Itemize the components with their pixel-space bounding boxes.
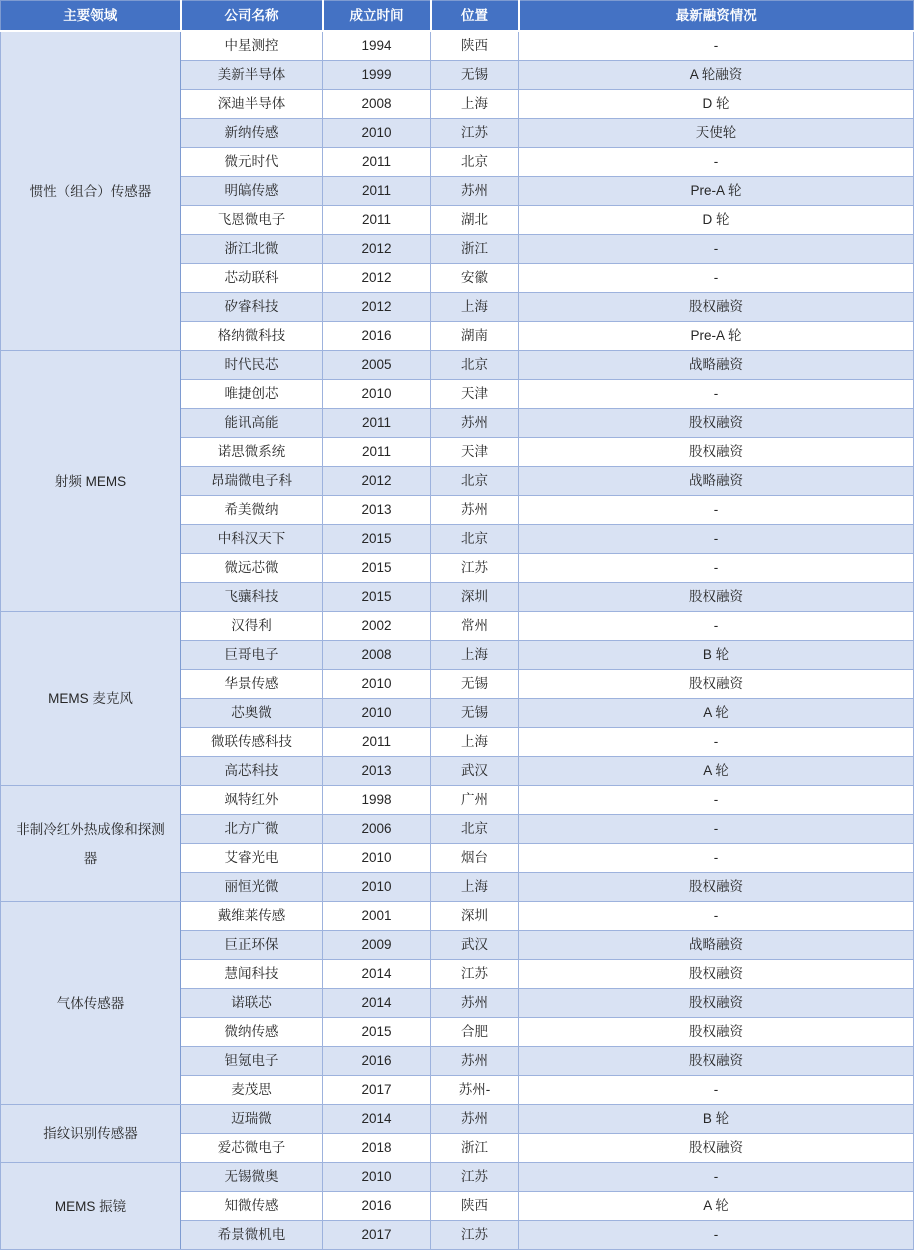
financing-cell: Pre-A 轮 (519, 177, 914, 206)
year-cell: 2006 (323, 815, 431, 844)
financing-cell: D 轮 (519, 206, 914, 235)
name-cell: 浙江北微 (181, 235, 323, 264)
name-cell: 中星测控 (181, 31, 323, 61)
financing-cell: D 轮 (519, 90, 914, 119)
year-cell: 2013 (323, 757, 431, 786)
location-cell: 浙江 (431, 235, 519, 264)
year-cell: 2012 (323, 264, 431, 293)
location-cell: 江苏 (431, 960, 519, 989)
financing-cell: - (519, 525, 914, 554)
financing-cell: - (519, 235, 914, 264)
main-field-cell: 惯性（组合）传感器 (1, 31, 181, 351)
year-cell: 2011 (323, 148, 431, 177)
year-cell: 2015 (323, 554, 431, 583)
year-cell: 2014 (323, 1105, 431, 1134)
name-cell: 微远芯微 (181, 554, 323, 583)
year-cell: 2002 (323, 612, 431, 641)
financing-cell: 股权融资 (519, 1047, 914, 1076)
financing-cell: - (519, 815, 914, 844)
name-cell: 希景微机电 (181, 1221, 323, 1250)
location-cell: 湖南 (431, 322, 519, 351)
financing-cell: - (519, 380, 914, 409)
financing-cell: Pre-A 轮 (519, 322, 914, 351)
financing-cell: 股权融资 (519, 960, 914, 989)
location-cell: 北京 (431, 467, 519, 496)
financing-cell: A 轮 (519, 1192, 914, 1221)
name-cell: 迈瑞微 (181, 1105, 323, 1134)
name-cell: 诺联芯 (181, 989, 323, 1018)
year-cell: 2016 (323, 322, 431, 351)
year-cell: 2011 (323, 409, 431, 438)
name-cell: 巨哥电子 (181, 641, 323, 670)
year-cell: 2012 (323, 235, 431, 264)
main-field-cell: 指纹识别传感器 (1, 1105, 181, 1163)
year-cell: 2009 (323, 931, 431, 960)
name-cell: 昂瑞微电子科 (181, 467, 323, 496)
year-cell: 2017 (323, 1076, 431, 1105)
financing-cell: A 轮融资 (519, 61, 914, 90)
year-cell: 2011 (323, 177, 431, 206)
main-field-cell: MEMS 振镜 (1, 1163, 181, 1250)
year-cell: 2015 (323, 1018, 431, 1047)
table-row (1, 612, 914, 641)
financing-cell: - (519, 1221, 914, 1250)
financing-cell: 战略融资 (519, 351, 914, 380)
table-row (1, 31, 914, 61)
financing-cell: 股权融资 (519, 293, 914, 322)
financing-cell: 股权融资 (519, 989, 914, 1018)
financing-cell: - (519, 612, 914, 641)
financing-cell: B 轮 (519, 641, 914, 670)
name-cell: 能讯高能 (181, 409, 323, 438)
financing-cell: B 轮 (519, 1105, 914, 1134)
year-cell: 2015 (323, 583, 431, 612)
location-cell: 武汉 (431, 931, 519, 960)
location-cell: 武汉 (431, 757, 519, 786)
name-cell: 格纳微科技 (181, 322, 323, 351)
year-cell: 2010 (323, 380, 431, 409)
header-latest-financing: 最新融资情况 (519, 1, 914, 32)
financing-cell: 股权融资 (519, 1134, 914, 1163)
name-cell: 芯动联科 (181, 264, 323, 293)
location-cell: 无锡 (431, 61, 519, 90)
name-cell: 中科汉天下 (181, 525, 323, 554)
location-cell: 苏州 (431, 1047, 519, 1076)
name-cell: 希美微纳 (181, 496, 323, 525)
location-cell: 北京 (431, 351, 519, 380)
financing-cell: 天使轮 (519, 119, 914, 148)
header-location: 位置 (431, 1, 519, 32)
year-cell: 1998 (323, 786, 431, 815)
main-field-cell: 非制冷红外热成像和探测器 (1, 786, 181, 902)
location-cell: 合肥 (431, 1018, 519, 1047)
financing-cell: 战略融资 (519, 467, 914, 496)
year-cell: 2001 (323, 902, 431, 931)
table-row (1, 351, 914, 380)
year-cell: 2013 (323, 496, 431, 525)
location-cell: 上海 (431, 641, 519, 670)
financing-cell: - (519, 844, 914, 873)
financing-cell: - (519, 786, 914, 815)
year-cell: 2014 (323, 989, 431, 1018)
location-cell: 安徽 (431, 264, 519, 293)
name-cell: 芯奥微 (181, 699, 323, 728)
year-cell: 2005 (323, 351, 431, 380)
table-row (1, 1163, 914, 1192)
name-cell: 知微传感 (181, 1192, 323, 1221)
name-cell: 美新半导体 (181, 61, 323, 90)
location-cell: 苏州 (431, 1105, 519, 1134)
name-cell: 飞骧科技 (181, 583, 323, 612)
year-cell: 2015 (323, 525, 431, 554)
location-cell: 深圳 (431, 583, 519, 612)
location-cell: 苏州 (431, 177, 519, 206)
year-cell: 2012 (323, 293, 431, 322)
year-cell: 2010 (323, 699, 431, 728)
header-company-name: 公司名称 (181, 1, 323, 32)
location-cell: 广州 (431, 786, 519, 815)
year-cell: 2008 (323, 641, 431, 670)
location-cell: 浙江 (431, 1134, 519, 1163)
name-cell: 华景传感 (181, 670, 323, 699)
name-cell: 矽睿科技 (181, 293, 323, 322)
financing-cell: A 轮 (519, 699, 914, 728)
financing-cell: - (519, 1163, 914, 1192)
financing-cell: 股权融资 (519, 670, 914, 699)
name-cell: 慧闻科技 (181, 960, 323, 989)
location-cell: 无锡 (431, 670, 519, 699)
name-cell: 飞恩微电子 (181, 206, 323, 235)
table-row (1, 902, 914, 931)
location-cell: 天津 (431, 380, 519, 409)
financing-cell: - (519, 554, 914, 583)
year-cell: 2016 (323, 1047, 431, 1076)
location-cell: 江苏 (431, 1163, 519, 1192)
name-cell: 新纳传感 (181, 119, 323, 148)
name-cell: 微元时代 (181, 148, 323, 177)
year-cell: 2010 (323, 1163, 431, 1192)
location-cell: 苏州- (431, 1076, 519, 1105)
name-cell: 巨正环保 (181, 931, 323, 960)
location-cell: 湖北 (431, 206, 519, 235)
name-cell: 北方广微 (181, 815, 323, 844)
year-cell: 2011 (323, 206, 431, 235)
financing-cell: - (519, 728, 914, 757)
name-cell: 时代民芯 (181, 351, 323, 380)
name-cell: 戴维莱传感 (181, 902, 323, 931)
main-field-cell: MEMS 麦克风 (1, 612, 181, 786)
year-cell: 2014 (323, 960, 431, 989)
location-cell: 北京 (431, 815, 519, 844)
location-cell: 上海 (431, 873, 519, 902)
header-main-field: 主要领域 (1, 1, 181, 32)
location-cell: 深圳 (431, 902, 519, 931)
main-field-cell: 射频 MEMS (1, 351, 181, 612)
name-cell: 丽恒光微 (181, 873, 323, 902)
location-cell: 江苏 (431, 554, 519, 583)
financing-cell: - (519, 496, 914, 525)
header-row (1, 1, 914, 32)
location-cell: 上海 (431, 728, 519, 757)
year-cell: 2010 (323, 844, 431, 873)
financing-cell: 股权融资 (519, 409, 914, 438)
name-cell: 麦茂思 (181, 1076, 323, 1105)
name-cell: 微纳传感 (181, 1018, 323, 1047)
year-cell: 2011 (323, 728, 431, 757)
location-cell: 烟台 (431, 844, 519, 873)
year-cell: 2010 (323, 670, 431, 699)
main-field-cell: 气体传感器 (1, 902, 181, 1105)
name-cell: 飒特红外 (181, 786, 323, 815)
location-cell: 陕西 (431, 1192, 519, 1221)
financing-cell: 战略融资 (519, 931, 914, 960)
location-cell: 天津 (431, 438, 519, 467)
name-cell: 明皜传感 (181, 177, 323, 206)
table-body (1, 31, 914, 1250)
location-cell: 苏州 (431, 409, 519, 438)
financing-cell: 股权融资 (519, 1018, 914, 1047)
location-cell: 常州 (431, 612, 519, 641)
financing-cell: - (519, 264, 914, 293)
year-cell: 2016 (323, 1192, 431, 1221)
year-cell: 2018 (323, 1134, 431, 1163)
name-cell: 唯捷创芯 (181, 380, 323, 409)
name-cell: 高芯科技 (181, 757, 323, 786)
financing-cell: - (519, 1076, 914, 1105)
table-header (1, 1, 914, 32)
location-cell: 陕西 (431, 31, 519, 61)
year-cell: 1999 (323, 61, 431, 90)
year-cell: 2012 (323, 467, 431, 496)
location-cell: 北京 (431, 525, 519, 554)
name-cell: 汉得利 (181, 612, 323, 641)
financing-cell: - (519, 31, 914, 61)
year-cell: 1994 (323, 31, 431, 61)
financing-cell: 股权融资 (519, 583, 914, 612)
name-cell: 无锡微奥 (181, 1163, 323, 1192)
name-cell: 诺思微系统 (181, 438, 323, 467)
financing-cell: 股权融资 (519, 438, 914, 467)
location-cell: 北京 (431, 148, 519, 177)
location-cell: 上海 (431, 293, 519, 322)
location-cell: 上海 (431, 90, 519, 119)
financing-cell: - (519, 148, 914, 177)
table-row (1, 1105, 914, 1134)
name-cell: 艾睿光电 (181, 844, 323, 873)
location-cell: 江苏 (431, 119, 519, 148)
financing-cell: 股权融资 (519, 873, 914, 902)
financing-cell: - (519, 902, 914, 931)
header-founding-year: 成立时间 (323, 1, 431, 32)
location-cell: 无锡 (431, 699, 519, 728)
name-cell: 微联传感科技 (181, 728, 323, 757)
name-cell: 钽氪电子 (181, 1047, 323, 1076)
year-cell: 2011 (323, 438, 431, 467)
financing-cell: A 轮 (519, 757, 914, 786)
location-cell: 江苏 (431, 1221, 519, 1250)
year-cell: 2010 (323, 873, 431, 902)
name-cell: 深迪半导体 (181, 90, 323, 119)
location-cell: 苏州 (431, 989, 519, 1018)
location-cell: 苏州 (431, 496, 519, 525)
year-cell: 2010 (323, 119, 431, 148)
year-cell: 2017 (323, 1221, 431, 1250)
year-cell: 2008 (323, 90, 431, 119)
table-row (1, 786, 914, 815)
name-cell: 爱芯微电子 (181, 1134, 323, 1163)
